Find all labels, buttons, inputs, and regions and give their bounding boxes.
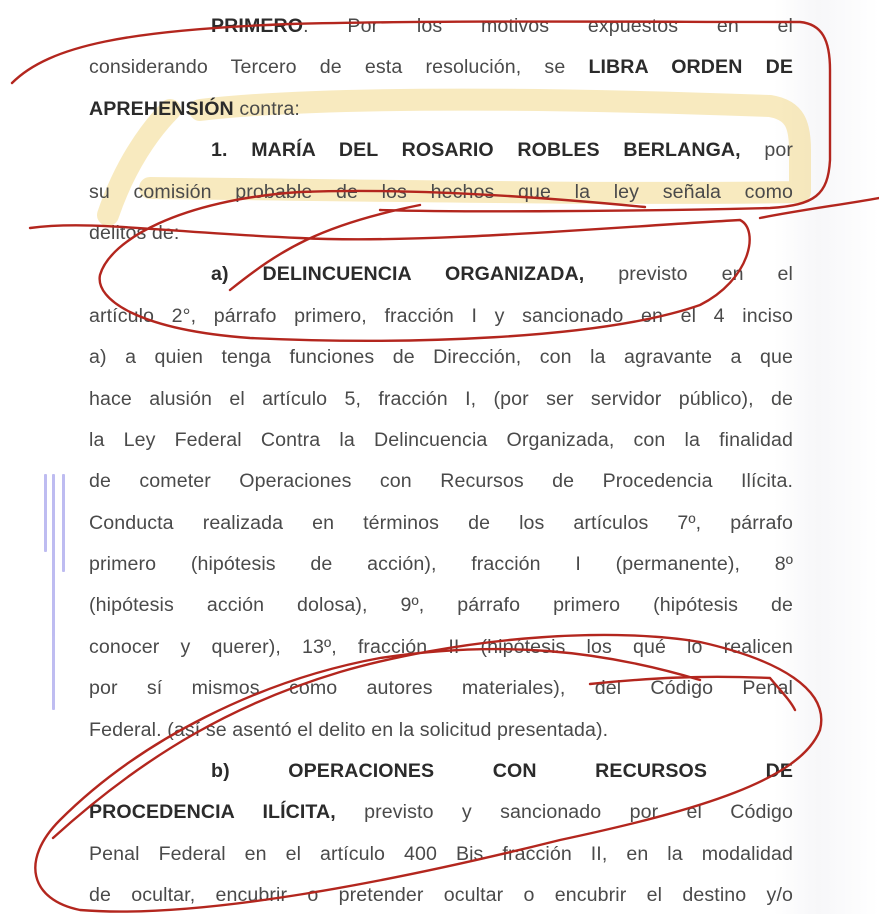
text-segment: primero (hipótesis de acción), fracción I (permanente), 8º <box>89 553 793 576</box>
text-segment: . Por los motivos expuestos en el <box>303 15 793 37</box>
text-segment: su comisión probable de los hechos que la ley señala como <box>89 180 793 203</box>
text-line <box>89 337 793 378</box>
text-line <box>89 627 793 668</box>
text-segment: a) a quien tenga funciones de Dirección, con la agravante a que <box>89 346 793 369</box>
text-segment: artículo 2°, párrafo primero, fracción I y sancionado en el 4 inciso <box>89 304 793 327</box>
text-segment: por <box>740 139 793 162</box>
text-line <box>89 834 793 875</box>
text-segment: la Ley Federal Contra la Delincuencia Organizada, con la finalidad <box>89 428 793 451</box>
text-line <box>89 172 793 213</box>
bold-text: PROCEDENCIA ILÍCITA, <box>89 801 336 824</box>
bold-text: APREHENSIÓN <box>89 97 234 120</box>
text-line <box>89 296 793 337</box>
bold-text: LIBRA ORDEN DE <box>588 56 793 79</box>
text-line <box>89 420 793 461</box>
text-line <box>89 213 793 254</box>
text-line <box>89 89 793 130</box>
text-segment: de cometer Operaciones con Recursos de Procedencia Ilícita. <box>89 470 793 493</box>
text-line <box>89 585 793 626</box>
text-segment: previsto en el <box>584 263 793 286</box>
text-line <box>89 254 793 295</box>
text-segment: por sí mismos como autores materiales), del Código Penal <box>89 677 793 700</box>
text-line <box>89 379 793 420</box>
text-segment: previsto y sancionado por el Código <box>335 801 793 824</box>
text-segment: Federal. (así se asentó el delito en la solicitud presentada). <box>89 718 609 741</box>
text-segment: hace alusión el artículo 5, fracción I, (por ser servidor público), de <box>89 387 793 410</box>
text-line <box>89 461 793 502</box>
text-line <box>89 503 793 544</box>
text-line <box>89 751 793 792</box>
text-line <box>89 6 793 47</box>
text-line <box>89 710 793 751</box>
text-line <box>89 544 793 585</box>
text-segment: de ocultar, encubrir o pretender ocultar o encubrir el destino y/o <box>89 884 793 907</box>
bold-text: 1. MARÍA DEL ROSARIO ROBLES BERLANGA, <box>211 139 741 162</box>
text-segment: contra: <box>233 97 300 120</box>
text-line <box>89 668 793 709</box>
text-segment: conocer y querer), 13º, fracción II (hipótesis los qué lo realicen <box>89 635 793 658</box>
bold-text: PRIMERO <box>211 15 304 37</box>
text-segment: delitos de: <box>89 221 180 244</box>
text-segment: Penal Federal en el artículo 400 Bis fracción II, en la modalidad <box>89 842 793 865</box>
text-line <box>89 792 793 833</box>
text-segment: Conducta realizada en términos de los artículos 7º, párrafo <box>89 511 793 534</box>
bold-text: a) DELINCUENCIA ORGANIZADA, <box>211 263 585 286</box>
text-segment: (hipótesis acción dolosa), 9º, párrafo primero (hipótesis de <box>89 594 793 617</box>
document-body <box>89 6 793 917</box>
text-line <box>89 47 793 88</box>
text-line <box>89 130 793 171</box>
bold-text: b) OPERACIONES CON RECURSOS DE <box>211 760 793 783</box>
electronic-signature-stamp <box>42 472 72 712</box>
text-segment: considerando Tercero de esta resolución, se <box>89 56 589 79</box>
text-line <box>89 875 793 916</box>
